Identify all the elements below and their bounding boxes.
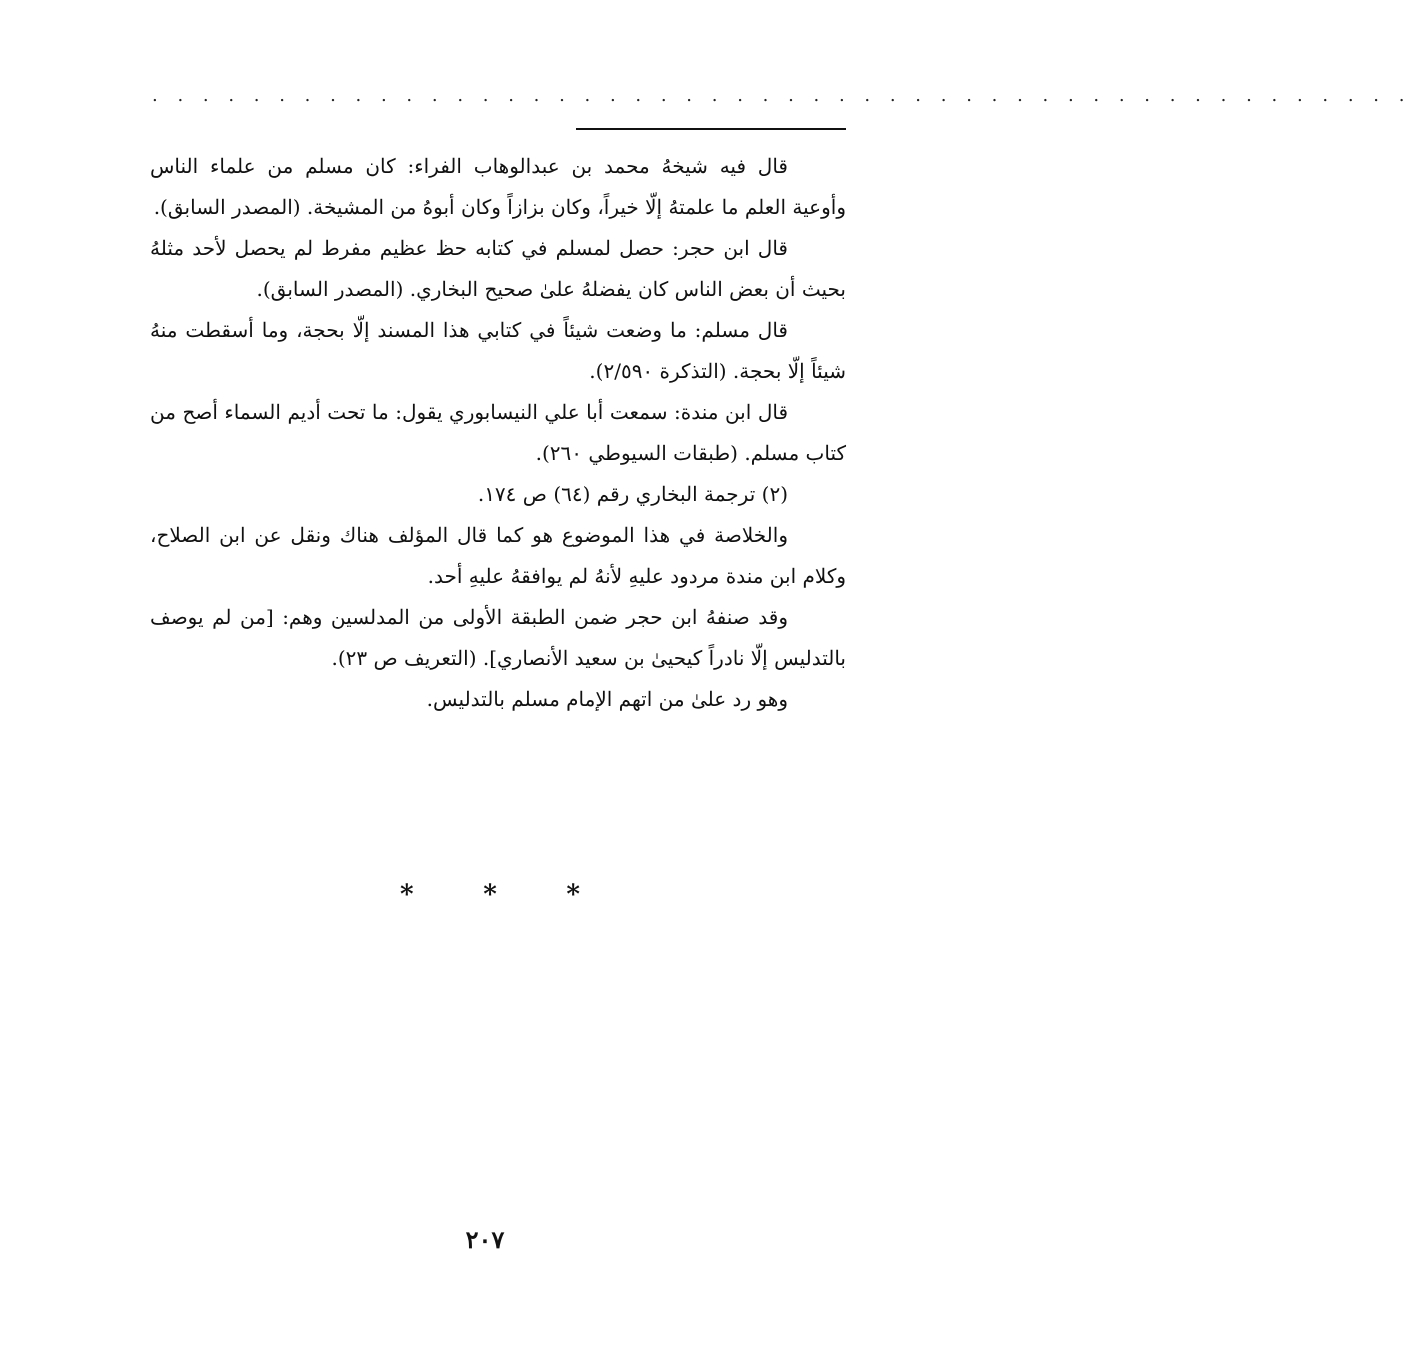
paragraph-7: وقد صنفهُ ابن حجر ضمن الطبقة الأولى من المدلسين وهم: [من لم يوصف بالتدليس إلّا نادراً كيحيىٰ بن سعيد الأنصاري]. (التعريف ص ٢٣). bbox=[150, 605, 846, 670]
paragraph-2: قال ابن حجر: حصل لمسلم في كتابه حظ عظيم مفرط لم يحصل لأحد مثلهُ بحيث أن بعض الناس كان يفضلهُ علىٰ صحيح البخاري. (المصدر السابق). bbox=[150, 236, 846, 301]
paragraph-1: قال فيه شيخهُ محمد بن عبدالوهاب الفراء: كان مسلم من علماء الناس وأوعية العلم ما علمتهُ إلّا خيراً، وكان بزازاً وكان أبوهُ من المشيخة. (المصدر السابق). bbox=[150, 154, 846, 219]
paragraph-8: وهو رد علىٰ من اتهم الإمام مسلم بالتدليس. bbox=[426, 687, 788, 711]
paragraph-5: (٢) ترجمة البخاري رقم (٦٤) ص ١٧٤. bbox=[477, 482, 788, 506]
dotted-separator: . . . . . . . . . . . . . . . . . . . . . . . . . . . . . . . . . . . . . . . . . . . . . . . . . . bbox=[152, 85, 1411, 106]
footnote-rule bbox=[576, 128, 846, 130]
star-1: * bbox=[400, 880, 414, 910]
footnote-text bbox=[150, 146, 846, 720]
star-2: * bbox=[483, 880, 497, 910]
paragraph-3: قال مسلم: ما وضعت شيئاً في كتابي هذا المسند إلّا بحجة، وما أسقطت منهُ شيئاً إلّا بحجة. (التذكرة ٢/٥٩٠). bbox=[150, 318, 846, 383]
section-separator-stars bbox=[400, 880, 580, 910]
star-3: * bbox=[566, 880, 580, 910]
page-number: ٢٠٧ bbox=[465, 1225, 505, 1254]
paragraph-6: والخلاصة في هذا الموضوع هو كما قال المؤلف هناك ونقل عن ابن الصلاح، وكلام ابن مندة مردود عليهِ لأنهُ لم يوافقهُ عليهِ أحد. bbox=[150, 523, 846, 588]
paragraph-4: قال ابن مندة: سمعت أبا علي النيسابوري يقول: ما تحت أديم السماء أصح من كتاب مسلم. (طبقات السيوطي ٢٦٠). bbox=[150, 400, 846, 465]
